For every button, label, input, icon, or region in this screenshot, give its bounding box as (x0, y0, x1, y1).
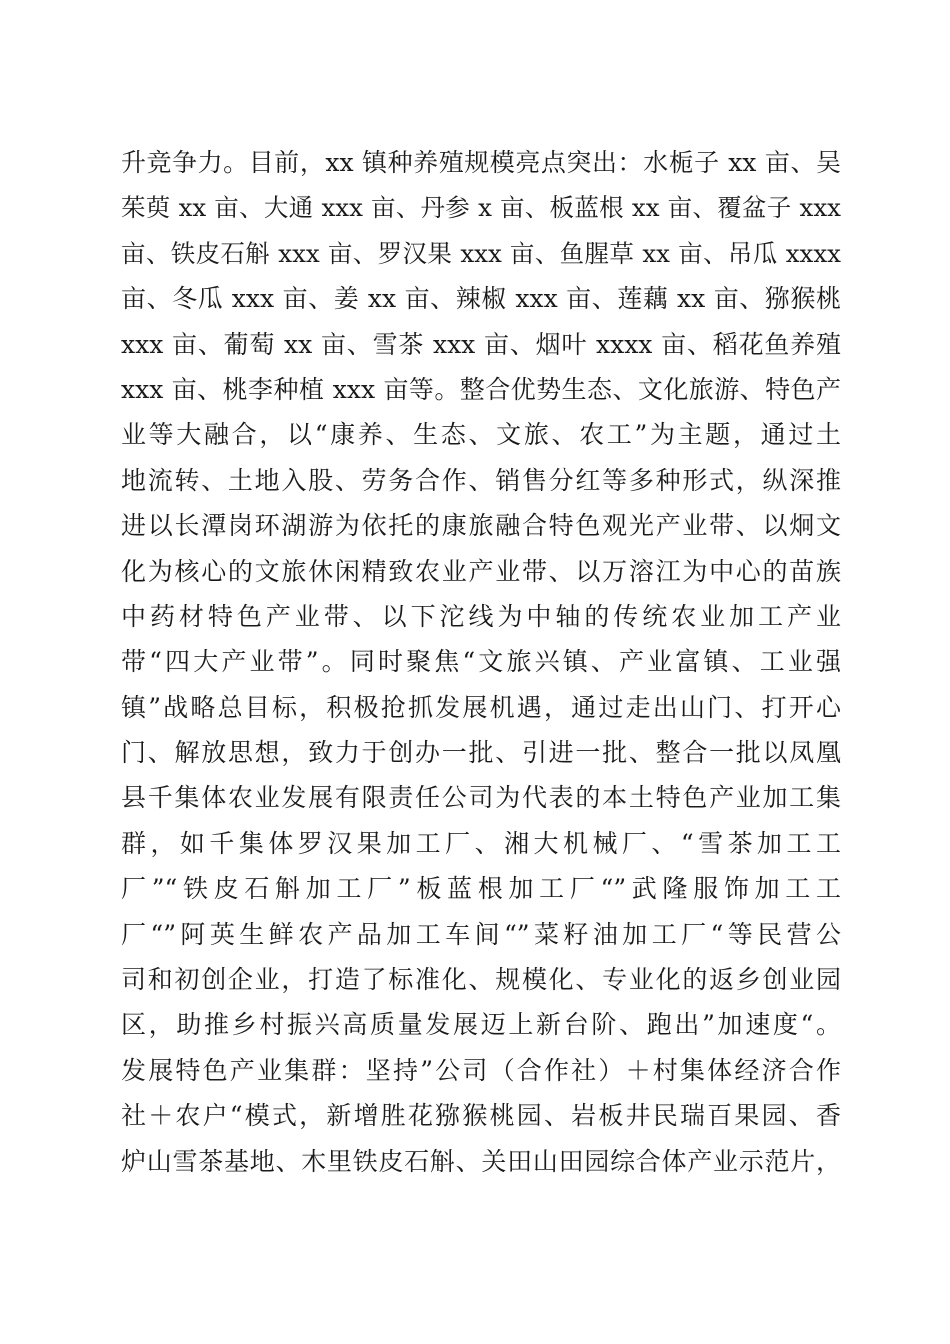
text-line: 县千集体农业发展有限责任公司为代表的本土特色产业加工集 (121, 783, 841, 813)
text-line: xxx 亩、葡萄 xx 亩、雪茶 xxx 亩、烟叶 xxxx 亩、稻花鱼养殖 (121, 329, 841, 359)
text-line: 区，助推乡村振兴高质量发展迈上新台阶、跑出”加速度“。 (121, 1010, 841, 1040)
text-line: 带“四大产业带”。同时聚焦“文旅兴镇、产业富镇、工业强 (121, 647, 841, 677)
text-line: 炉山雪茶基地、木里铁皮石斛、关田山田园综合体产业示范片， (121, 1146, 841, 1176)
text-line: 发展特色产业集群：坚持”公司（合作社）＋村集体经济合作 (121, 1055, 841, 1085)
text-line: 厂“”阿英生鲜农产品加工车间“”菜籽油加工厂“等民营公 (121, 919, 841, 949)
text-line: 门、解放思想，致力于创办一批、引进一批、整合一批以凤凰 (121, 738, 841, 768)
text-line: 镇”战略总目标，积极抢抓发展机遇，通过走出山门、打开心 (121, 692, 841, 722)
text-line: 亩、铁皮石斛 xxx 亩、罗汉果 xxx 亩、鱼腥草 xx 亩、吊瓜 xxxx (121, 238, 841, 268)
text-line: 地流转、土地入股、劳务合作、销售分红等多种形式，纵深推 (121, 465, 841, 495)
text-line: 社＋农户“模式，新增胜花猕猴桃园、岩板井民瑞百果园、香 (121, 1101, 841, 1131)
text-line: 中药材特色产业带、以下沱线为中轴的传统农业加工产业 (121, 601, 841, 631)
text-line: 进以长潭岗环湖游为依托的康旅融合特色观光产业带、以炯文 (121, 511, 841, 541)
text-line: 厂”“铁皮石斛加工厂”板蓝根加工厂“”武隆服饰加工工 (121, 874, 841, 904)
text-line: 业等大融合，以“康养、生态、文旅、农工”为主题，通过土 (121, 420, 841, 450)
text-line: 升竞争力。目前，xx 镇种养殖规模亮点突出：水栀子 xx 亩、吴 (121, 148, 841, 177)
text-line: 亩、冬瓜 xxx 亩、姜 xx 亩、辣椒 xxx 亩、莲藕 xx 亩、猕猴桃 (121, 284, 841, 314)
text-line: 化为核心的文旅休闲精致农业产业带、以万溶江为中心的苗族 (121, 556, 841, 586)
text-line: xxx 亩、桃李种植 xxx 亩等。整合优势生态、文化旅游、特色产 (121, 374, 841, 404)
text-line: 茱萸 xx 亩、大通 xxx 亩、丹参 x 亩、板蓝根 xx 亩、覆盆子 xxx (121, 193, 841, 223)
text-line: 群，如千集体罗汉果加工厂、湘大机械厂、“雪茶加工工 (121, 828, 841, 858)
body-text (121, 140, 841, 1184)
text-line: 司和初创企业，打造了标准化、规模化、专业化的返乡创业园 (121, 965, 841, 995)
